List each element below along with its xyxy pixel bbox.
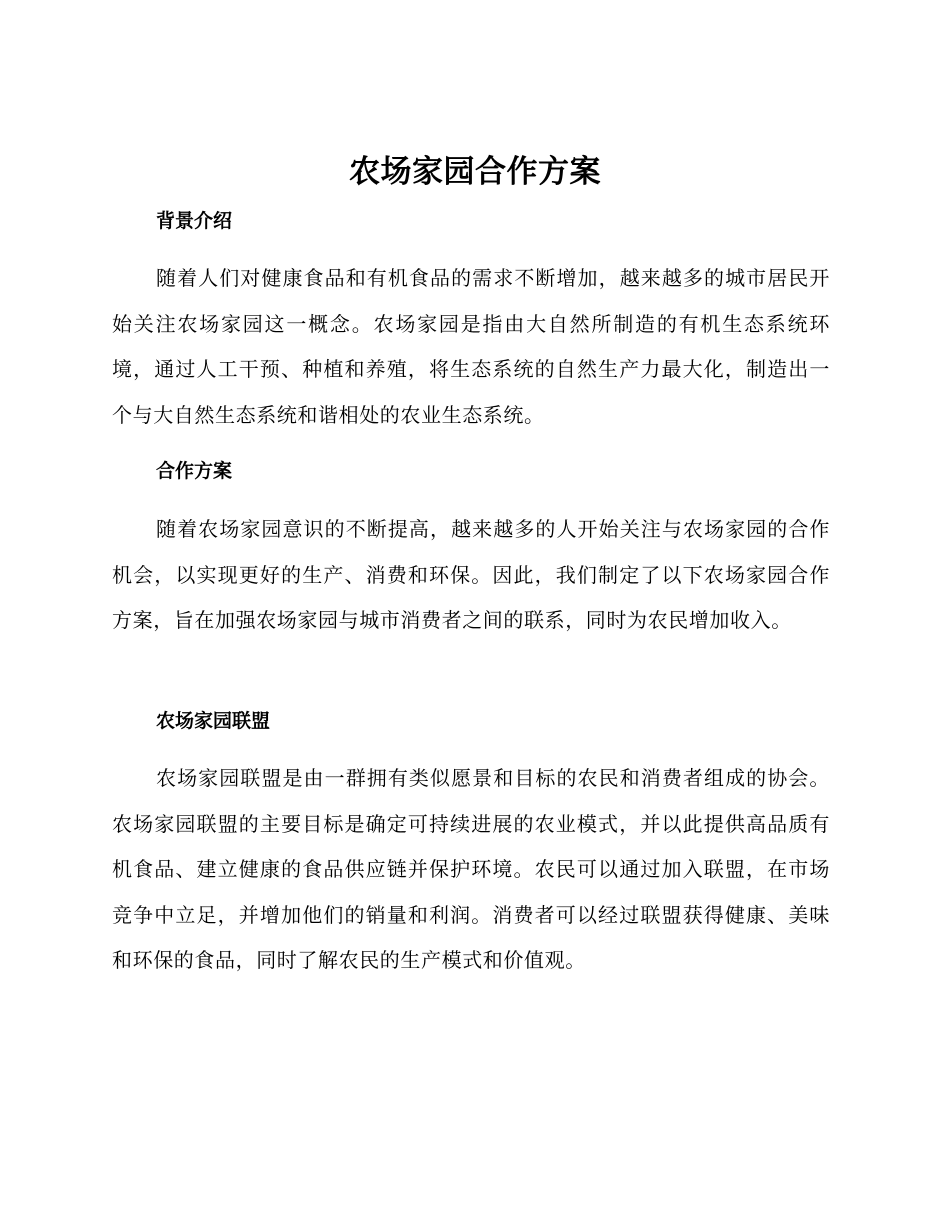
section-paragraph-background: 随着人们对健康食品和有机食品的需求不断增加，越来越多的城市居民开始关注农场家园这一概念。农场家园是指由大自然所制造的有机生态系统环境，通过人工干预、种植和养殖，将生态系统的自然生产力最大化，制造出一个与大自然生态系统和谐相处的农业生态系统。	[112, 266, 830, 427]
document-title: 农场家园合作方案	[349, 154, 601, 190]
section-paragraph-cooperation-plan: 随着农场家园意识的不断提高，越来越多的人开始关注与农场家园的合作机会，以实现更好的生产、消费和环保。因此，我们制定了以下农场家园合作方案，旨在加强农场家园与城市消费者之间的联系，同时为农民增加收入。	[112, 517, 830, 632]
section-paragraph-farm-alliance: 农场家园联盟是由一群拥有类似愿景和目标的农民和消费者组成的协会。农场家园联盟的主要目标是确定可持续进展的农业模式，并以此提供高品质有机食品、建立健康的食品供应链并保护环境。农民可以通过加入联盟，在市场竞争中立足，并增加他们的销量和利润。消费者可以经过联盟获得健康、美味和环保的食品，同时了解农民的生产模式和价值观。	[112, 766, 830, 972]
section-heading-background: 背景介绍	[156, 210, 233, 232]
section-heading-farm-alliance: 农场家园联盟	[156, 710, 271, 732]
section-heading-cooperation-plan: 合作方案	[156, 460, 233, 482]
